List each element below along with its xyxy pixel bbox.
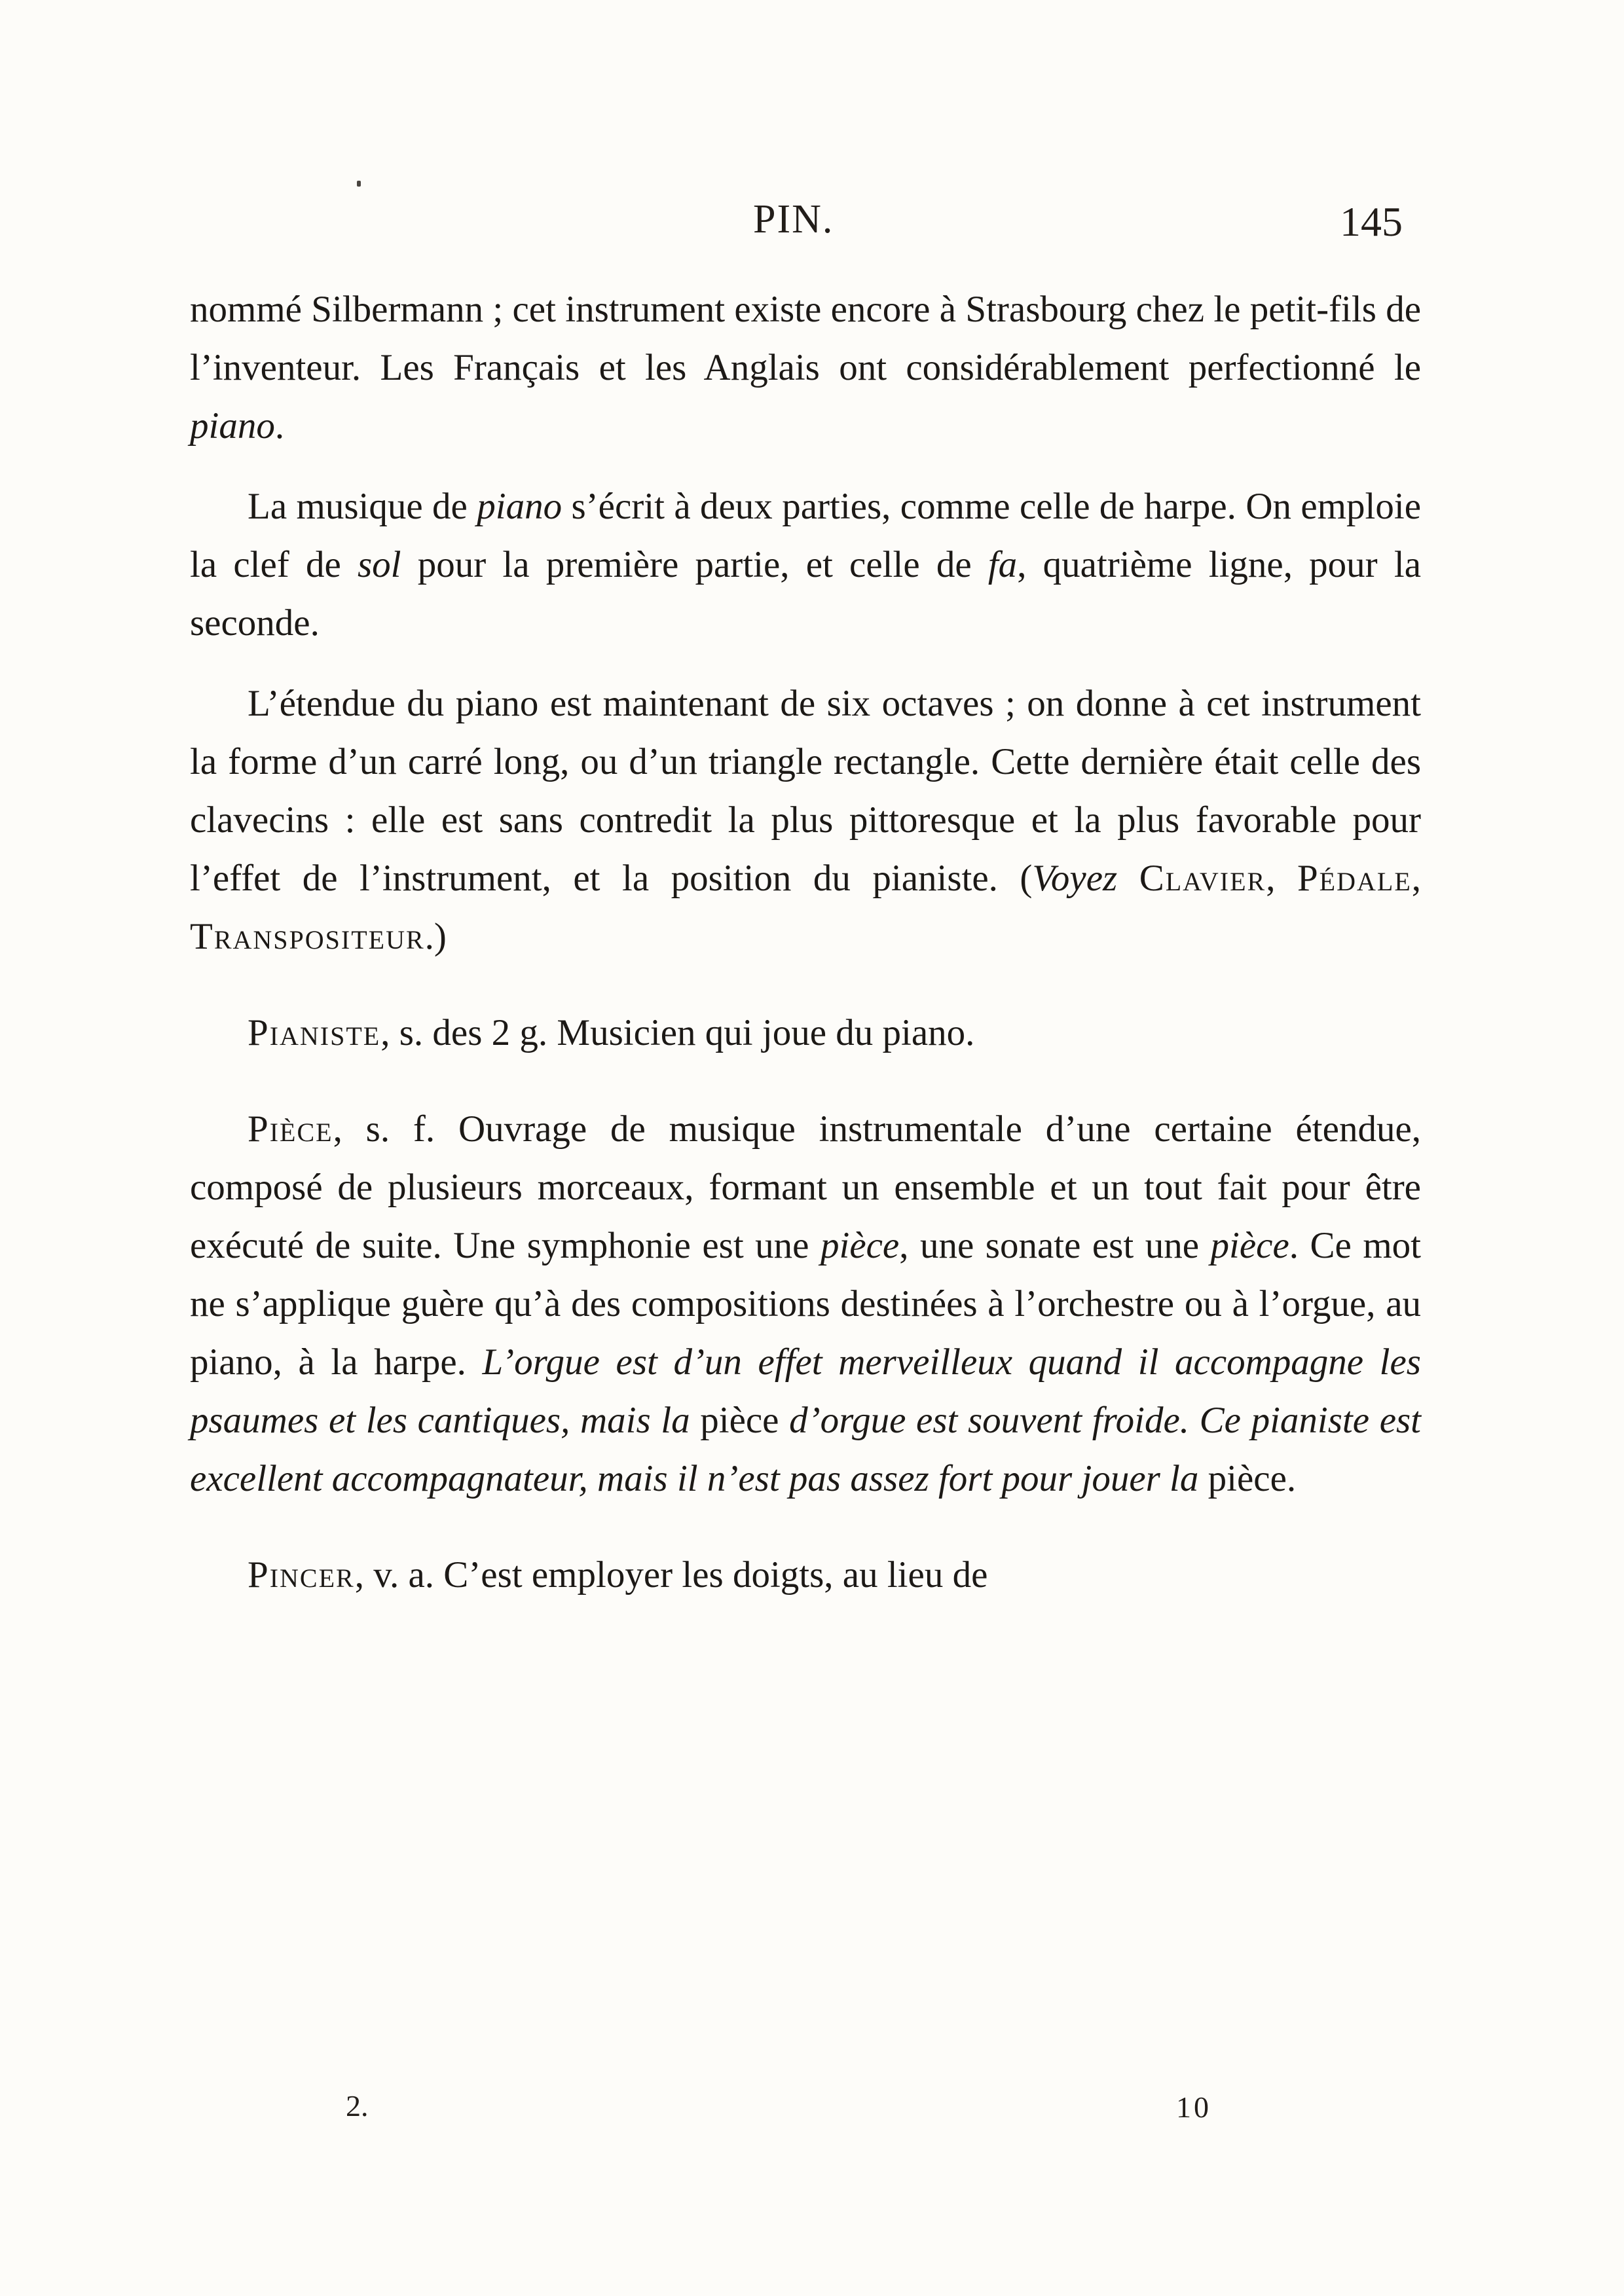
paragraph-continuation	[190, 280, 1421, 455]
definition: , v. a. C’est employer les doigts, au lieu de	[354, 1554, 988, 1595]
text-run: . Ce mot ne s’applique guère qu’à des compositions destinées à l’orchestre ou à l’orgue, au piano, à la harpe.	[190, 1225, 1421, 1383]
cross-reference-pedale: Pédale	[1297, 858, 1412, 899]
separator: ,	[1266, 858, 1297, 899]
italic-term: pièce	[820, 1225, 900, 1266]
running-head: PIN.	[753, 197, 834, 242]
headword: Pianiste	[248, 1012, 381, 1053]
signature-mark: 2.	[346, 2089, 369, 2123]
paragraph-piano-notation	[190, 477, 1421, 652]
printer-dot-mark	[357, 181, 361, 187]
page-number: 145	[1340, 198, 1403, 245]
text-run: pièce	[690, 1400, 790, 1441]
italic-example: L’orgue est d’un effet merveilleux quand il accompagne les psaumes et les cantiques, mais la	[190, 1341, 1421, 1441]
definition: , s. des 2 g. Musicien qui joue du piano.	[380, 1012, 975, 1053]
body-text	[190, 280, 1421, 1604]
text-run: , une sonate est une	[899, 1225, 1211, 1266]
separator: ,	[1411, 858, 1422, 899]
italic-example: d’orgue est souvent froide. Ce pianiste est excellent accompagnateur, mais il n’est pas assez fort pour jouer la	[190, 1400, 1422, 1499]
italic-term: piano	[190, 405, 275, 446]
text-run: s’écrit à deux parties, comme celle de harpe. On emploie la clef de	[190, 486, 1421, 585]
text-run: pièce.	[1198, 1458, 1297, 1499]
continuation-text: nommé Silbermann ; cet instrument existe encore à Strasbourg chez le petit-fils de l’inventeur. Les Français et les Anglais ont considérablement perfectionné le	[190, 289, 1421, 388]
italic-term: fa	[987, 544, 1018, 585]
paragraph-piano-range	[190, 674, 1421, 966]
text-run: , quatrième ligne, pour la seconde.	[190, 544, 1421, 644]
italic-term: sol	[357, 544, 401, 585]
entry-piece	[190, 1100, 1421, 1508]
headword: Pincer	[248, 1554, 355, 1595]
voyez-label: Voyez	[1032, 858, 1118, 899]
cross-reference-clavier: Clavier	[1139, 858, 1266, 899]
entry-pincer	[190, 1546, 1421, 1604]
entry-pianiste	[190, 1004, 1421, 1062]
paragraph-end: .)	[424, 916, 447, 957]
italic-term: pièce	[1210, 1225, 1289, 1266]
text-run: pour la première partie, et celle de	[401, 544, 988, 585]
signature-number: 10	[1176, 2090, 1211, 2124]
text-run: La musique de	[248, 486, 477, 527]
text-run: , s. f. Ouvrage de musique instrumentale d’une certaine étendue, composé de plusieurs morceaux, formant un ensemble et un tout fait pour être exécuté de suite. Une symphonie est une	[190, 1108, 1421, 1266]
paragraph-end: .	[274, 405, 285, 446]
text-run: L’étendue du piano est maintenant de six octaves ; on donne à cet instrument la forme d’un carré long, ou d’un triangle rectangle. Cette dernière était celle des clavecins : elle est sans contredit la plus pittoresque et la plus favorable pour l’effet de l’instrument, et la position du pianiste. (	[190, 683, 1421, 899]
cross-reference-transpositeur: Transpositeur	[190, 916, 425, 957]
headword: Pièce	[248, 1108, 333, 1150]
italic-term: piano	[477, 486, 563, 527]
